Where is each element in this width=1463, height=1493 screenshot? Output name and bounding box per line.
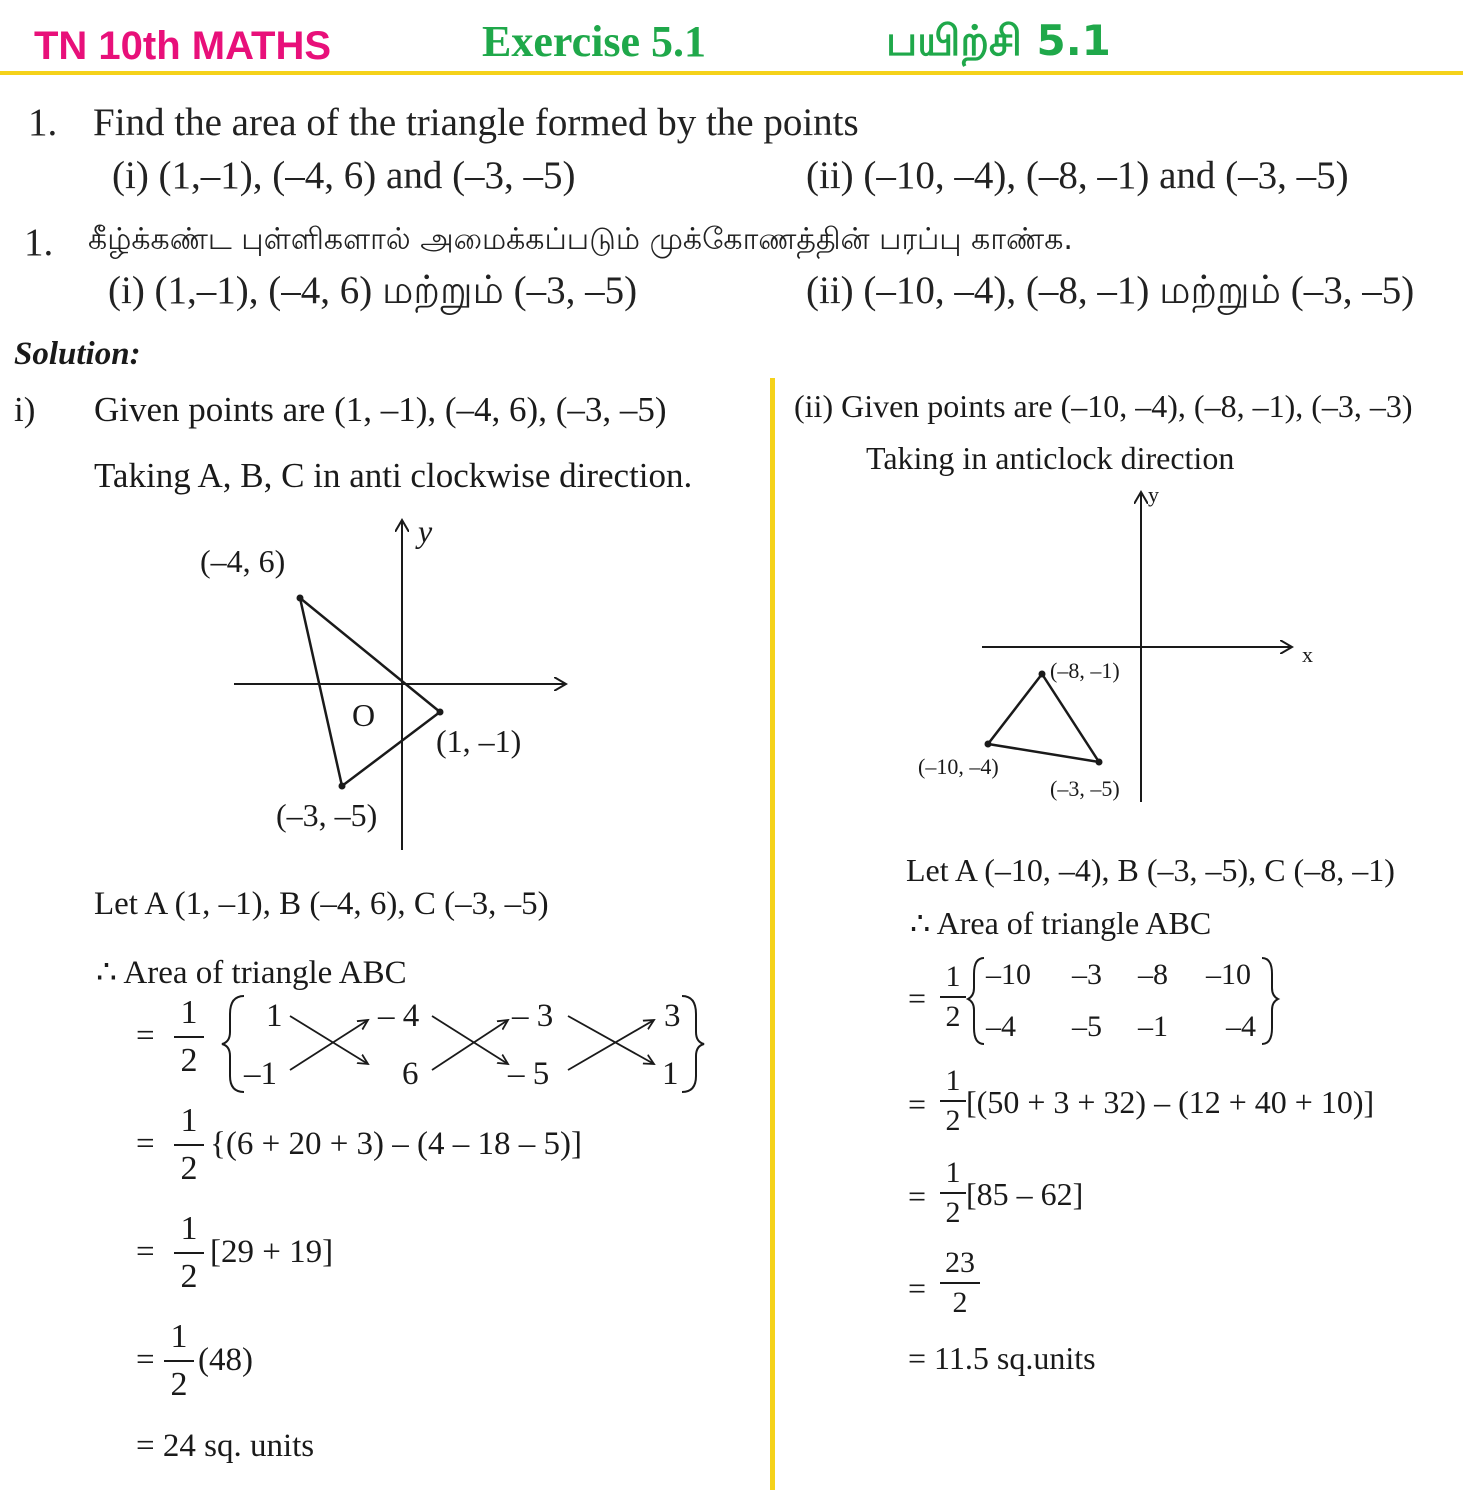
- part-i-step2: {(6 + 20 + 3) – (4 – 18 – 5)]: [210, 1126, 583, 1162]
- part-i-result: = 24 sq. units: [136, 1428, 315, 1464]
- half-fraction: [174, 1212, 204, 1294]
- denominator: 2: [180, 1258, 198, 1295]
- question-tamil-part-i: (i) (1,–1), (–4, 6) மற்றும் (–3, –5): [108, 269, 638, 312]
- numerator: 1: [945, 1156, 961, 1189]
- matrix-cell: –10: [1206, 958, 1251, 991]
- matrix-cell: –1: [1138, 1010, 1168, 1043]
- denominator: 2: [945, 1000, 961, 1033]
- exercise-title: Exercise 5.1: [482, 17, 707, 66]
- part-ii-step3: [85 – 62]: [966, 1176, 1084, 1212]
- matrix-cell: –3: [1072, 958, 1102, 991]
- column-divider: [770, 378, 775, 1490]
- numerator: 23: [945, 1246, 975, 1279]
- question-part-ii: (ii) (–10, –4), (–8, –1) and (–3, –5): [806, 154, 1349, 197]
- half-fraction: [940, 1158, 966, 1228]
- equals-sign: =: [136, 1018, 155, 1054]
- subject-title: TN 10th MATHS: [34, 24, 332, 68]
- triangle: [300, 598, 440, 786]
- point-label: (1, –1): [436, 723, 522, 759]
- x-axis-label: x: [1302, 642, 1313, 667]
- triangle: [988, 674, 1099, 762]
- half-fraction: [174, 1104, 204, 1186]
- part-i-step4: (48): [198, 1342, 253, 1378]
- part-ii-figure: [910, 480, 1330, 810]
- part-ii-let: Let A (–10, –4), B (–3, –5), C (–8, –1): [906, 852, 1395, 888]
- denominator: 2: [180, 1042, 198, 1079]
- equals-sign: =: [136, 1342, 155, 1378]
- equals-sign: =: [908, 1086, 927, 1122]
- matrix-cell: –5: [1072, 1010, 1102, 1043]
- header-rule: [0, 71, 1463, 75]
- exercise-title-tamil: பயிற்சி 5.1: [886, 16, 1111, 65]
- vertex-point: [1096, 759, 1103, 766]
- matrix-cell: 3: [664, 998, 681, 1034]
- equals-sign: =: [908, 980, 927, 1016]
- part-ii-result: = 11.5 sq.units: [908, 1340, 1096, 1376]
- part-i-taking: Taking A, B, C in anti clockwise direction.: [94, 456, 693, 495]
- question-number: 1.: [28, 101, 58, 144]
- denominator: 2: [180, 1150, 198, 1187]
- matrix-cell: – 5: [508, 1056, 550, 1092]
- point-label: (–10, –4): [918, 754, 999, 779]
- vertex-point: [985, 741, 992, 748]
- denominator: 2: [170, 1366, 188, 1403]
- point-label: (–8, –1): [1050, 658, 1120, 683]
- part-i-label: i): [14, 390, 36, 429]
- part-i-let: Let A (1, –1), B (–4, 6), C (–3, –5): [94, 886, 549, 922]
- matrix-cell: –8: [1138, 958, 1168, 991]
- denominator: 2: [945, 1196, 961, 1229]
- y-axis-label: y: [1148, 482, 1159, 507]
- solution-label: Solution:: [14, 336, 141, 372]
- part-i-cross-matrix: [218, 990, 708, 1100]
- equals-sign: =: [136, 1126, 155, 1162]
- part-ii-taking: Taking in anticlock direction: [866, 440, 1235, 476]
- matrix-cell: –4: [1226, 1010, 1256, 1043]
- matrix-cell: –10: [986, 958, 1031, 991]
- numerator: 1: [180, 1102, 198, 1139]
- matrix-cell: 1: [662, 1056, 679, 1092]
- numerator: 1: [945, 1064, 961, 1097]
- part-ii-area-label: ∴ Area of triangle ABC: [910, 905, 1212, 941]
- origin-label: O: [352, 697, 376, 733]
- equals-sign: =: [136, 1234, 155, 1270]
- numerator: 1: [180, 994, 198, 1031]
- point-label: (–4, 6): [200, 543, 286, 579]
- numerator: 1: [180, 1210, 198, 1247]
- vertex-point: [437, 709, 444, 716]
- question-text: Find the area of the triangle formed by the points: [93, 101, 859, 144]
- numerator: 1: [945, 960, 961, 993]
- part-i-area-label: ∴ Area of triangle ABC: [96, 955, 407, 991]
- part-ii-matrix: [966, 952, 1282, 1048]
- question-tamil-part-ii: (ii) (–10, –4), (–8, –1) மற்றும் (–3, –5): [806, 269, 1415, 312]
- vertex-point: [339, 783, 346, 790]
- question-tamil-number: 1.: [24, 221, 54, 264]
- matrix-cell: – 4: [378, 998, 420, 1034]
- part-i-step3: [29 + 19]: [210, 1234, 334, 1270]
- matrix-cell: – 3: [512, 998, 554, 1034]
- part-ii-step2: [(50 + 3 + 32) – (12 + 40 + 10)]: [966, 1084, 1375, 1120]
- part-ii-given: (ii) Given points are (–10, –4), (–8, –1), (–3, –3): [794, 388, 1413, 424]
- half-fraction: [164, 1320, 194, 1402]
- denominator: 2: [952, 1286, 968, 1319]
- vertex-point: [297, 595, 304, 602]
- matrix-cell: –1: [244, 1056, 277, 1092]
- point-label: (–3, –5): [276, 797, 378, 833]
- matrix-cell: 1: [266, 998, 283, 1034]
- equals-sign: =: [908, 1178, 927, 1214]
- matrix-cell: –4: [986, 1010, 1016, 1043]
- numerator: 1: [170, 1318, 188, 1355]
- half-fraction: [940, 962, 966, 1032]
- matrix-cell: 6: [402, 1056, 419, 1092]
- point-label: (–3, –5): [1050, 776, 1120, 801]
- question-part-i: (i) (1,–1), (–4, 6) and (–3, –5): [112, 154, 576, 197]
- y-axis-label: y: [418, 513, 433, 549]
- result-fraction: [940, 1248, 980, 1318]
- vertex-point: [1039, 671, 1046, 678]
- part-i-figure: [190, 510, 590, 860]
- equals-sign: =: [908, 1270, 927, 1306]
- question-tamil-text: கீழ்க்கண்ட புள்ளிகளால் அமைக்கப்படும் முக்கோணத்தின் பரப்பு காண்க.: [88, 222, 1073, 257]
- denominator: 2: [945, 1104, 961, 1137]
- half-fraction: [940, 1066, 966, 1136]
- part-i-given: Given points are (1, –1), (–4, 6), (–3, –5): [94, 390, 667, 429]
- half-fraction: [174, 996, 204, 1078]
